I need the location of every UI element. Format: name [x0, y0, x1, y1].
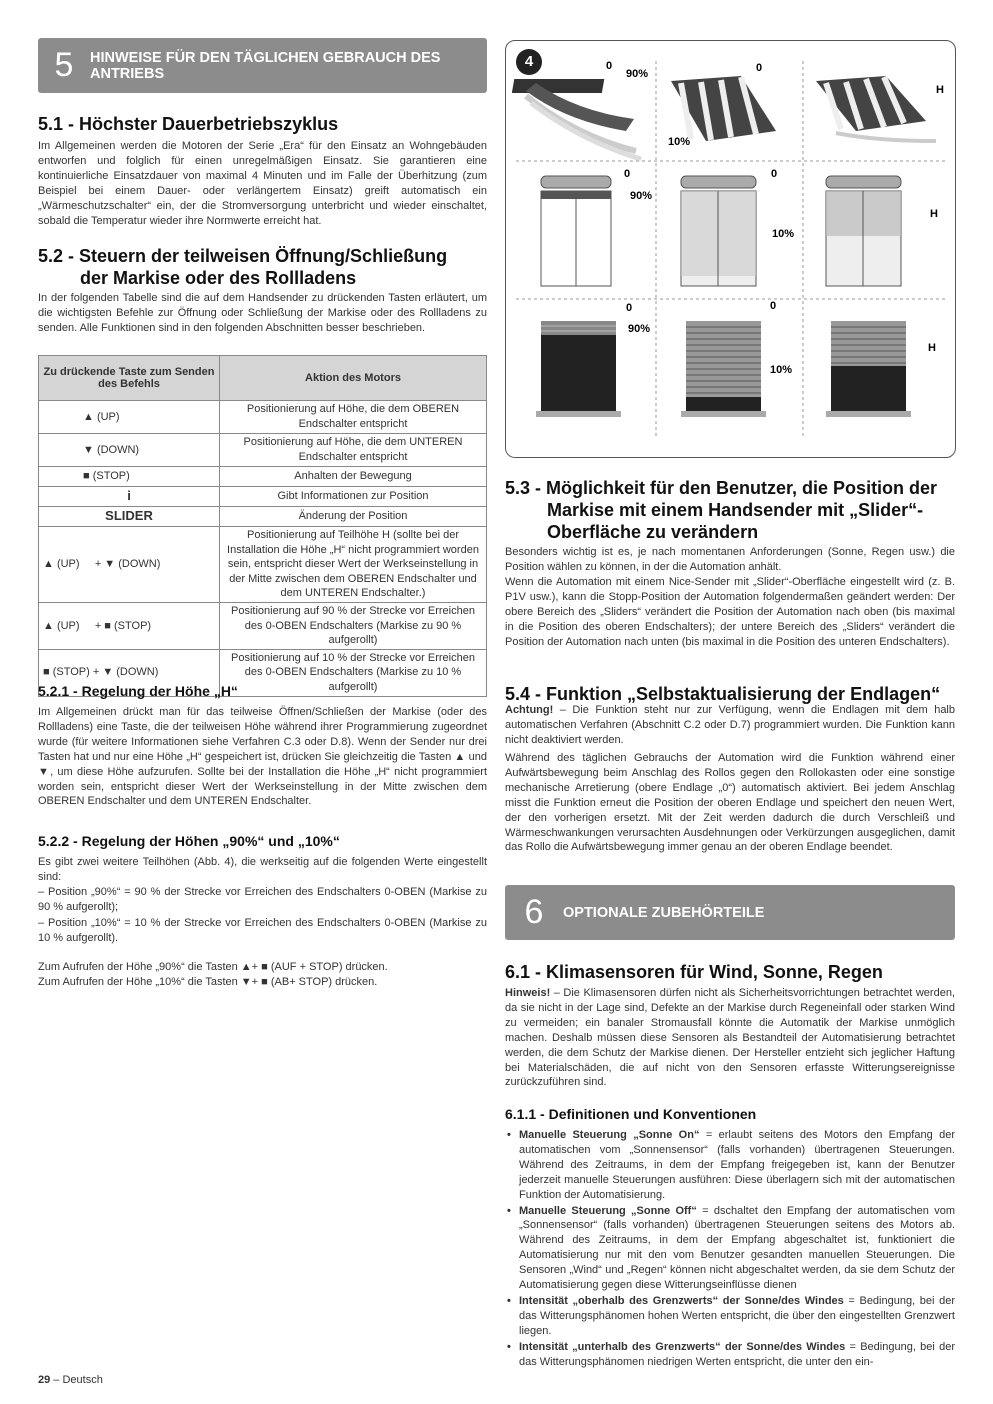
heading-6-1-1: 6.1.1 - Definitionen und Konventionen	[505, 1106, 757, 1122]
key-cell: ▼ (DOWN)	[39, 434, 220, 467]
section-5-banner	[38, 38, 487, 93]
section-title: OPTIONALE ZUBEHÖRTEILE	[563, 904, 765, 921]
label-10: 10%	[668, 136, 691, 148]
heading-5-2-1: 5.2.1 - Regelung der Höhe „H“	[38, 683, 238, 699]
text-5-2-2-call2: Zum Aufrufen der Höhe „10%“ die Tasten ▼+ ■ (AB+ STOP) drücken.	[38, 976, 378, 988]
heading-5-3-line1: 5.3 - Möglichkeit für den Benutzer, die Position der	[505, 478, 938, 498]
text-6-1	[505, 986, 955, 1090]
text-5-2-2-call1: Zum Aufrufen der Höhe „90%“ die Tasten ▲+ ■ (AUF + STOP) drücken.	[38, 961, 388, 973]
awning-10	[671, 76, 776, 141]
definition: = erlaubt seitens des Motors den Empfang der automatischen vom „Sonnensensor“ (falls vorhanden) übertragenen Steuerungen. Während des Zeitraums, in dem der Empfang freigegeben ist, kann der Benutzer jederzeit manuelle Steuerungen ausführen: Diese überlagern sich mit der automatischen Funktion der Automatisierung.	[519, 1129, 955, 1201]
page-footer	[38, 1374, 103, 1386]
table-row	[39, 487, 487, 507]
section-number: 5	[54, 46, 74, 84]
label-0: 0	[624, 168, 631, 180]
command-table	[38, 355, 487, 697]
text-5-2-2-item2: – Position „10%“ = 10 % der Strecke vor Erreichen des Endschalters 0-OBEN (Markise zu 10 % aufgerollt).	[38, 917, 487, 944]
label-90: 90%	[628, 323, 651, 335]
window-h	[826, 176, 901, 286]
action-cell: Positionierung auf Teilhöhe H (sollte bei der Installation die Höhe „H“ nicht programmiert worden sein, entspricht dieser Wert der Werkseinstellung in der Mitte zwischen dem OBEREN Endschalter und dem UNTEREN Endschalter.)	[220, 527, 487, 603]
table-row	[39, 507, 487, 527]
term: Intensität „oberhalb des Grenzwerts“ der Sonne/des Windes	[519, 1294, 844, 1307]
label-h: H	[930, 208, 938, 220]
list-item	[505, 1340, 955, 1370]
page-language: – Deutsch	[50, 1374, 103, 1386]
definition: = Bedingung, bei der das Witterungsphänomen hohen Werten entspricht, die über den eingestellten Grenzwert liegen.	[519, 1294, 955, 1337]
table-row	[39, 434, 487, 467]
definition: = dschaltet den Empfang der automatischen vom „Sonnensensor“ (falls vorhanden) übertragenen Steuerungen seitens des Motors ab. Während des Zeitraums, in dem der Empfang abgeschaltet ist, funktioniert die Automatisierung nur mit den vom Benutzer gesandten manuellen Steuerungen. Die Sensoren „Wind“ und „Regen“ können nicht abgeschaltet werden, da sie dem Schutz der Automatisierung gegen diese Witterungseinflüsse dienen	[519, 1204, 956, 1292]
awning-90	[512, 79, 641, 159]
key-cell: ■ (STOP)	[39, 467, 220, 487]
label-90: 90%	[626, 68, 649, 80]
heading-5-2-2: 5.2.2 - Regelung der Höhen „90%“ und „10%“	[38, 833, 340, 849]
warning-label: Achtung!	[505, 704, 554, 716]
definitions-list	[505, 1128, 955, 1371]
key-cell: ■ (STOP) + ▼ (DOWN)	[39, 649, 220, 696]
definition: = Bedingung, bei der das Witterungsphänomen niedrigen Werten entspricht, die unter den ein-	[519, 1340, 955, 1368]
label-90: 90%	[630, 190, 653, 202]
note-label: Hinweis!	[505, 987, 551, 999]
awning-h	[816, 76, 936, 141]
figure-number-badge: 4	[516, 49, 542, 75]
text-5-3-b: Wenn die Automation mit einem Nice-Sender mit „Slider“-Oberfläche eingestellt wird (z. B. P1V usw.), kann die Stopp-Position der Automation folgendermaßen geändert werden: Der obere Bereich des „Sliders“ verändert die Position der Automation nach oben (bis maximal in die Position des oberen Endschalters); der untere Bereich des „Sliders“ verändert die Position der Automation nach unten (bis maximal in die Position des unteren Endschalters).	[505, 576, 955, 648]
heading-5-3-line2: Markise mit einem Handsender mit „Slider“-	[547, 500, 924, 520]
heading-5-2-line1: 5.2 - Steuern der teilweisen Öffnung/Schließung	[38, 246, 448, 266]
label-h: H	[936, 84, 944, 96]
key-cell: ▲ (UP)	[39, 401, 220, 434]
text-5-2-2-item1: – Position „90%“ = 90 % der Strecke vor Erreichen des Endschalters 0-OBEN (Markise zu 90 % aufgerollt);	[38, 886, 487, 913]
label-0: 0	[756, 62, 763, 74]
heading-6-1: 6.1 - Klimasensoren für Wind, Sonne, Regen	[505, 962, 883, 982]
heading-5-3	[505, 477, 955, 543]
action-cell: Änderung der Position	[220, 507, 487, 527]
label-10: 10%	[772, 228, 795, 240]
text-5-2-1: Im Allgemeinen drückt man für das teilweise Öffnen/Schließen der Markise (oder des Rollladens) eine Taste, die der teilweisen Höhe während ihrer Programmierung zugeordnet wurde (für weitere Informationen siehe Verfahren C.3 oder D.8). Wenn der Sender nur drei Tasten hat und nur eine Höhe „H“ gespeichert ist, drücken Sie gleichzeitig die Tasten ▲ und ▼, um diese Höhe aufzurufen. Sollte bei der Installation die Höhe „H“ nicht programmiert worden sein, entspricht dieser Wert der Werkseinstellung in der Mitte zwischen dem OBEREN Endschalter und dem UNTEREN Endschalter.	[38, 706, 487, 808]
action-cell: Anhalten der Bewegung	[220, 467, 487, 487]
text-5-1: Im Allgemeinen werden die Motoren der Serie „Era“ für den Einsatz an Wohngebäuden entworfen und folglich für einen unregelmäßigen Einsatz. Sie garantieren eine kontinuierliche Einsatzdauer von maximal 4 Minuten und im Falle der Überhitzung (zum Beispiel bei einem Dauer- oder verlängertem Einsatz) greift automatisch ein „Wärmeschutzschalter“ ein, der die Stromversorgung unterbricht und wieder einschaltet, sobald die Temperatur wieder ihre Normwerte erreicht hat.	[38, 140, 487, 227]
text-5-4-b: Während des täglichen Gebrauchs der Automation wird die Funktion während einer Aufwärtsbewegung beim Anschlag des Rollos gegen den Rollokasten oder eine sonstige mechanische Arretierung (obere Endlage „0“) automatisch aktiviert. Bei jedem Anschlag misst die Funktion erneut die Position der oberen Endlage und speichert den neuen Wert, der den vorherigen ersetzt. Mit der Zeit werden dadurch die durch Verschleiß und Wärmeschwankungen verursachten Ausdehnungen oder Verkürzungen ausgeglichen, damit das Rollo die Aufwärtsbewegung immer genau an der oberen Endlage beendet.	[505, 752, 955, 854]
label-0: 0	[770, 300, 777, 312]
table-row	[39, 602, 487, 649]
page-number: 29	[38, 1374, 51, 1386]
section-number: 6	[524, 893, 544, 931]
text-5-2-2-intro: Es gibt zwei weitere Teilhöhen (Abb. 4), die werkseitig auf die folgenden Werte eingestellt sind:	[38, 856, 487, 883]
warning-text: – Die Funktion steht nur zur Verfügung, wenn die Endlagen mit dem halb automatischen Verfahren (Abschnitt C.2 oder D.7) programmiert wurden. Die Funktion kann nicht deaktiviert werden.	[505, 704, 955, 746]
table-head-key: Zu drückende Taste zum Senden des Befehls	[39, 356, 220, 401]
shutter-10	[681, 321, 766, 417]
section-6-banner	[505, 885, 955, 940]
term: Manuelle Steuerung „Sonne Off“	[519, 1204, 697, 1217]
list-item	[505, 1294, 955, 1339]
heading-5-3-line3: Oberfläche zu verändern	[547, 522, 759, 542]
figure-illustration	[506, 41, 955, 457]
heading-5-2	[38, 245, 487, 289]
action-cell: Positionierung auf Höhe, die dem UNTEREN Endschalter entspricht	[220, 434, 487, 467]
list-item	[505, 1128, 955, 1203]
text-5-2: In der folgenden Tabelle sind die auf dem Handsender zu drückenden Tasten erläutert, um die wichtigsten Befehle zur Öffnung oder Schließung der Markise oder des Rollladens zu senden. Alle Funktionen sind in den folgenden Abschnitten besser beschrieben.	[38, 292, 487, 334]
heading-5-2-line2: der Markise oder des Rollladens	[80, 268, 357, 288]
table-row	[39, 527, 487, 603]
label-0: 0	[606, 60, 613, 72]
shutter-90	[536, 321, 621, 417]
window-10	[681, 176, 756, 286]
label-0: 0	[626, 302, 633, 314]
action-cell: Positionierung auf Höhe, die dem OBEREN Endschalter entspricht	[220, 401, 487, 434]
action-cell: Gibt Informationen zur Position	[220, 487, 487, 507]
text-5-3-a: Besonders wichtig ist es, je nach momentanen Anforderungen (Sonne, Regen usw.) die Position wählen zu können, in der die Automation anhält.	[505, 546, 955, 573]
action-cell: Positionierung auf 90 % der Strecke vor Erreichen des 0-OBEN Endschalters (Markise zu 90 % aufgerollt)	[220, 602, 487, 649]
term: Intensität „unterhalb des Grenzwerts“ der Sonne/des Windes	[519, 1340, 846, 1353]
window-90	[541, 176, 611, 286]
key-cell: SLIDER	[39, 507, 220, 527]
table-row	[39, 467, 487, 487]
key-cell: ▲ (UP) + ▼ (DOWN)	[39, 527, 220, 603]
heading-5-1: 5.1 - Höchster Dauerbetriebszyklus	[38, 114, 339, 134]
figure-4	[505, 40, 956, 458]
section-title: HINWEISE FÜR DEN TÄGLICHEN GEBRAUCH DES ANTRIEBS	[90, 49, 441, 82]
list-item	[505, 1204, 955, 1293]
text-5-4-a	[505, 703, 955, 748]
key-cell: i	[39, 487, 220, 507]
action-cell: Positionierung auf 10 % der Strecke vor Erreichen des 0-OBEN Endschalters (Markise zu 10 % aufgerollt)	[220, 649, 487, 696]
note-text: – Die Klimasensoren dürfen nicht als Sicherheitsvorrichtungen betrachtet werden, da sie nicht in der Lage sind, Defekte an der Markise durch Regeneinfall oder starken Wind zu vermeiden; ein banaler Stromausfall könnte die Automatik der Markise unmöglich machen. Deshalb müssen diese Sensoren als Bestandteil der Automatisierung betrachtet werden, die dem Schutz der Markise dienen. Der Hersteller entzieht sich jeglicher Haftung bei Materialschäden, die auf nicht von den Sensoren erfasste Witterungsereignisse zurückzuführen sind.	[505, 987, 955, 1089]
label-10: 10%	[770, 364, 793, 376]
table-head-action: Aktion des Motors	[220, 356, 487, 401]
table-row	[39, 401, 487, 434]
label-h: H	[928, 342, 936, 354]
key-cell: ▲ (UP) + ■ (STOP)	[39, 602, 220, 649]
term: Manuelle Steuerung „Sonne On“	[519, 1129, 700, 1141]
shutter-h	[826, 321, 911, 417]
label-0: 0	[771, 168, 778, 180]
heading-5-4: 5.4 - Funktion „Selbstaktualisierung der Endlagen“	[505, 684, 941, 704]
